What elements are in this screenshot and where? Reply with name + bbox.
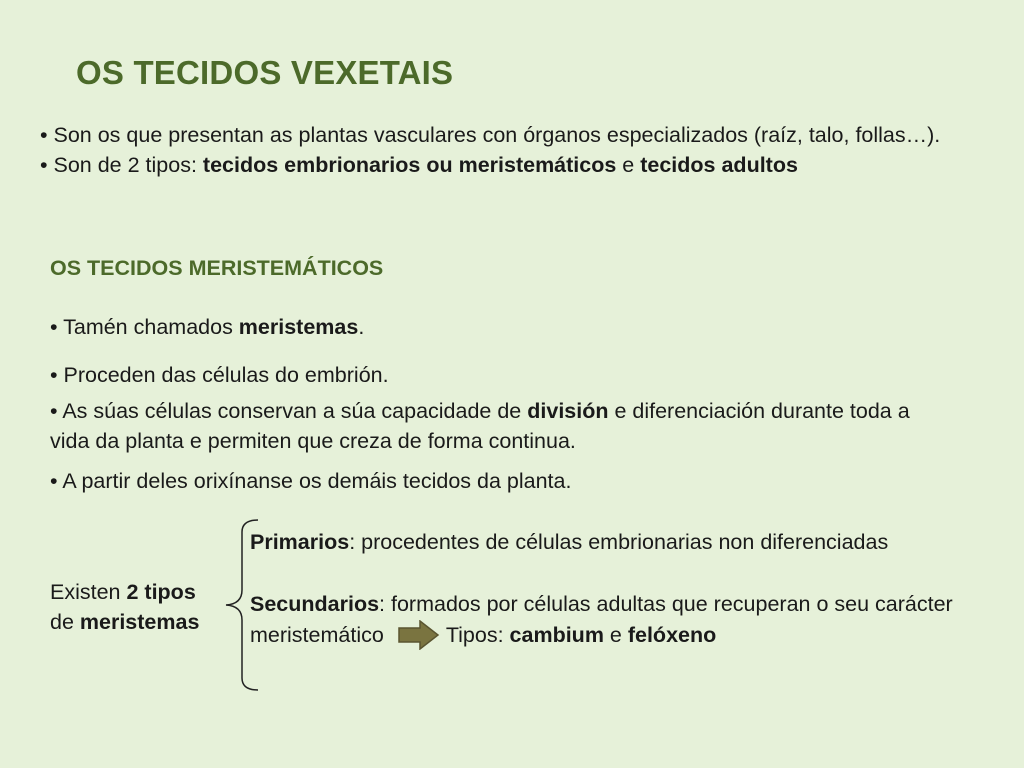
bullet-item-2: • Proceden das células do embrión. [50,363,389,387]
intro-line-1: • Son os que presentan as plantas vasculares con órganos especializados (raíz, talo, follas…). [40,123,941,147]
bullet-3-prefix: • As súas células conservan a súa capacidade de [50,399,528,423]
bullet-3-bold: división [527,399,609,423]
tipos-bold-1: cambium [509,623,604,647]
types-bold-1: 2 tipos [126,580,196,604]
primary-text: : procedentes de células embrionarias non diferenciadas [349,530,889,554]
meristem-types-list [250,527,1010,651]
primary-label: Primarios [250,530,350,554]
bullet-item-3 [50,396,930,456]
bullet-3-suffix: e diferenciación durante toda a vida da planta e permiten que creza de forma continua. [50,399,910,453]
types-mid: de [50,610,80,634]
tipos-prefix: Tipos: [445,623,510,647]
meristem-types-label [50,577,199,637]
tipos-bold-2: felóxeno [627,623,717,647]
bullet-item-4: • A partir deles orixínanse os demáis tecidos da planta. [50,469,572,493]
secondary-text: : formados por células adultas que recuperan o seu carácter meristemático [250,592,953,647]
bullet-1-prefix: • Tamén chamados [50,315,239,339]
bullet-1-bold: meristemas [238,315,359,339]
primary-meristem-item [250,527,1010,558]
bullet-1-suffix: . [358,315,365,339]
slide-title: OS TECIDOS VEXETAIS [76,54,454,91]
intro-line-2 [40,150,970,180]
right-arrow-icon [398,620,440,650]
tipos-mid: e [603,623,628,647]
secondary-meristem-item [250,589,1010,651]
intro-line-2-bold-2: tecidos adultos [640,153,798,177]
types-bold-2: meristemas [79,610,200,634]
intro-line-2-bold-1: tecidos embrionarios ou meristemáticos [202,153,617,177]
section-subtitle: OS TECIDOS MERISTEMÁTICOS [50,256,384,280]
intro-line-2-mid: e [616,153,641,177]
intro-line-2-prefix: • Son de 2 tipos: [40,153,203,177]
intro-text [40,120,970,180]
secondary-label: Secundarios [250,592,380,616]
bullet-item-1 [50,312,364,342]
types-prefix: Existen [50,580,127,604]
